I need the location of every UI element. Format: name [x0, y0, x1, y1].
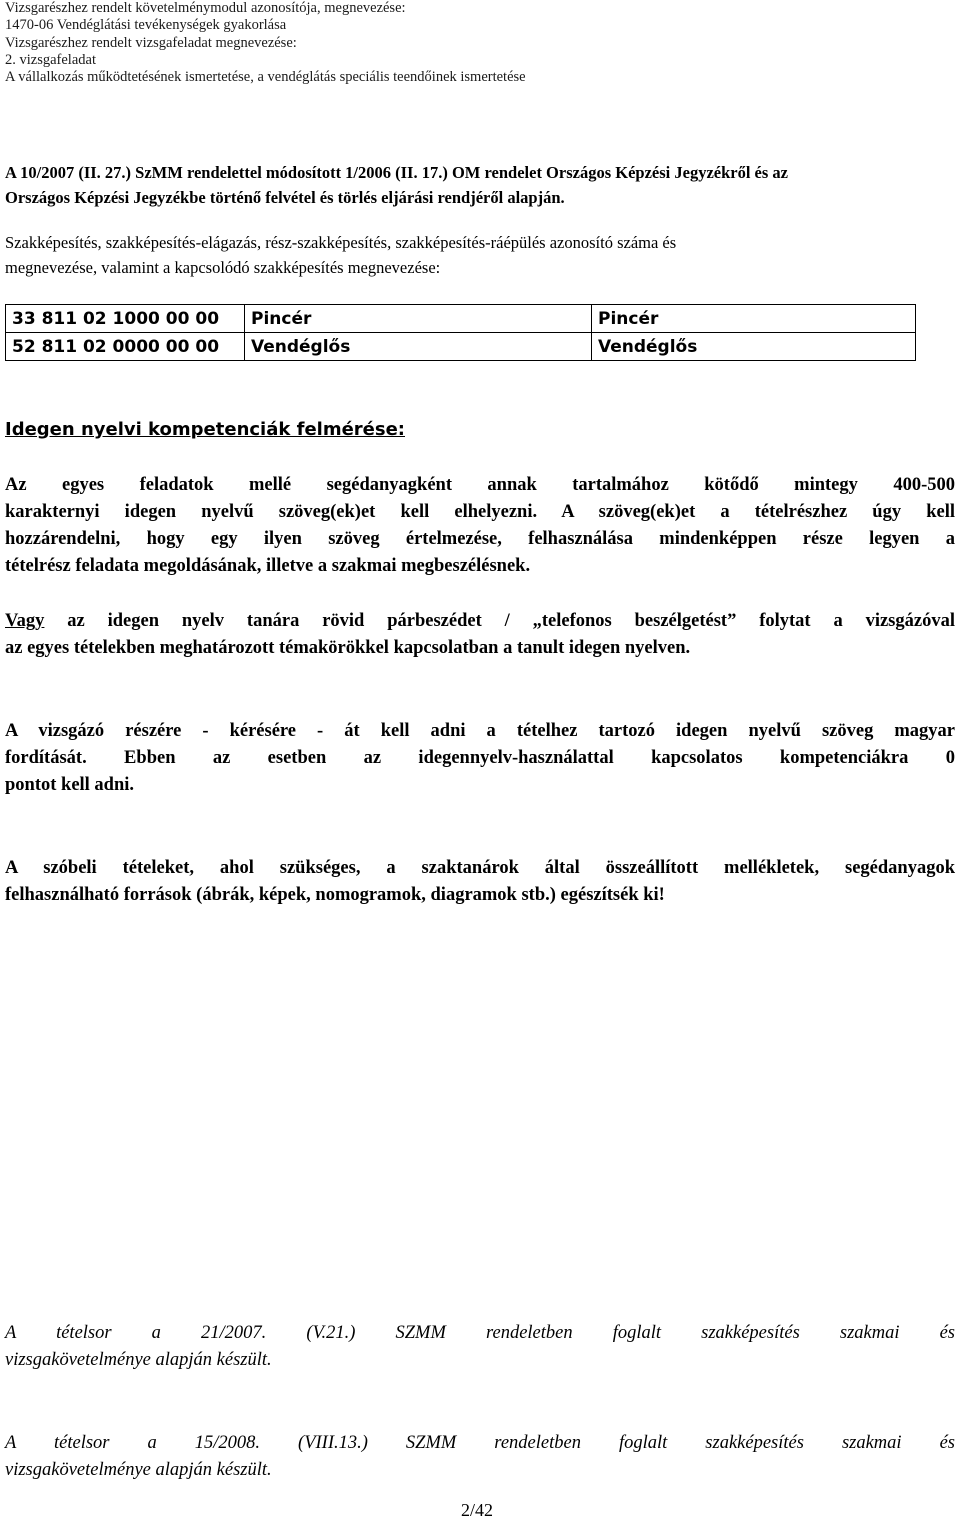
qualification-code: 33 811 02 1000 00 00 [6, 305, 245, 333]
header-line-module-label: Vizsgarészhez rendelt követelménymodul azonosítója, megnevezése: [5, 0, 406, 16]
language-para1-line-4: tételrész feladata megoldásának, illetve a szakmai megbeszélésnek. [5, 556, 531, 576]
qualification-name: Pincér [245, 305, 592, 333]
qualification-intro-line-2: megnevezése, valamint a kapcsolódó szakképesítés megnevezése: [5, 258, 441, 277]
qualification-name: Vendéglős [245, 333, 592, 361]
oral-line-1: A szóbeli tételeket, ahol szükséges, a szaktanárok által összeállított mellékletek, segédanyagok [5, 858, 955, 878]
language-para1-line-1: Az egyes feladatok mellé segédanyagként annak tartalmához kötődő mintegy 400-500 [5, 475, 955, 495]
header-line-task-title: A vállalkozás működtetésének ismertetése, a vendéglátás speciális teendőinek ismertetése [5, 69, 526, 86]
footnote-1-line-2: vizsgakövetelménye alapján készült. [5, 1350, 272, 1370]
document-header [5, 0, 526, 86]
language-section-heading: Idegen nyelvi kompetenciák felmérése: [5, 419, 405, 440]
language-para2-line-2: az egyes tételekben meghatározott témakörökkel kapcsolatban a tanult idegen nyelven. [5, 638, 691, 658]
qualification-intro [5, 230, 955, 280]
header-line-task-label: Vizsgarészhez rendelt vizsgafeladat megnevezése: [5, 34, 297, 51]
language-para2-line-1-rest: az idegen nyelv tanára rövid párbeszédet / „telefonos beszélgetést” folytat a vizsgázóval [44, 611, 955, 631]
language-paragraph-2 [5, 608, 955, 662]
footnote-1-line-1: A tételsor a 21/2007. (V.21.) SZMM rendeletben foglalt szakképesítés szakmai és [5, 1323, 955, 1343]
header-line-task-number: 2. vizsgafeladat [5, 51, 96, 68]
translation-paragraph [5, 718, 955, 799]
qualifications-table [5, 304, 916, 361]
qualification-code: 52 811 02 0000 00 00 [6, 333, 245, 361]
qualification-intro-line-1: Szakképesítés, szakképesítés-elágazás, rész-szakképesítés, szakképesítés-ráépülés azonosító száma és [5, 233, 677, 252]
footnote-2-line-1: A tételsor a 15/2008. (VIII.13.) SZMM rendeletben foglalt szakképesítés szakmai és [5, 1433, 955, 1453]
footnote-2 [5, 1430, 955, 1484]
footnote-1 [5, 1320, 955, 1374]
footnote-2-line-2: vizsgakövetelménye alapján készült. [5, 1460, 272, 1480]
language-para1-line-2: karakternyi idegen nyelvű szöveg(ek)et kell elhelyezni. A szöveg(ek)et a tételrészhez úgy kell [5, 502, 955, 522]
regulation-line-2: Országos Képzési Jegyzékbe történő felvétel és törlés eljárási rendjéről alapján. [5, 188, 565, 207]
language-paragraph-1 [5, 472, 955, 580]
related-qualification: Vendéglős [592, 333, 916, 361]
page-number: 2/42 [461, 1500, 494, 1520]
language-para1-line-3: hozzárendelni, hogy egy ilyen szöveg értelmezése, felhasználása mindenképpen része legyen a [5, 529, 955, 549]
regulation-reference [5, 160, 955, 210]
regulation-line-1: A 10/2007 (II. 27.) SzMM rendelettel módosított 1/2006 (II. 17.) OM rendelet Országos Képzési Jegyzékről és az [5, 163, 788, 182]
header-line-module: 1470-06 Vendéglátási tevékenységek gyakorlása [5, 17, 287, 34]
table-row [6, 305, 916, 333]
translation-line-1: A vizsgázó részére - kérésére - át kell adni a tételhez tartozó idegen nyelvű szöveg magyar [5, 721, 955, 741]
oral-exam-paragraph [5, 855, 955, 909]
vagy-emphasis: Vagy [5, 611, 45, 631]
language-para2-line-1 [5, 608, 955, 635]
translation-line-3: pontot kell adni. [5, 775, 135, 795]
related-qualification: Pincér [592, 305, 916, 333]
translation-line-2: fordítását. Ebben az esetben az idegennyelv-használattal kapcsolatos kompetenciákra 0 [5, 748, 955, 768]
oral-line-2: felhasználható források (ábrák, képek, nomogramok, diagramok stb.) egészítsék ki! [5, 885, 665, 905]
table-row [6, 333, 916, 361]
